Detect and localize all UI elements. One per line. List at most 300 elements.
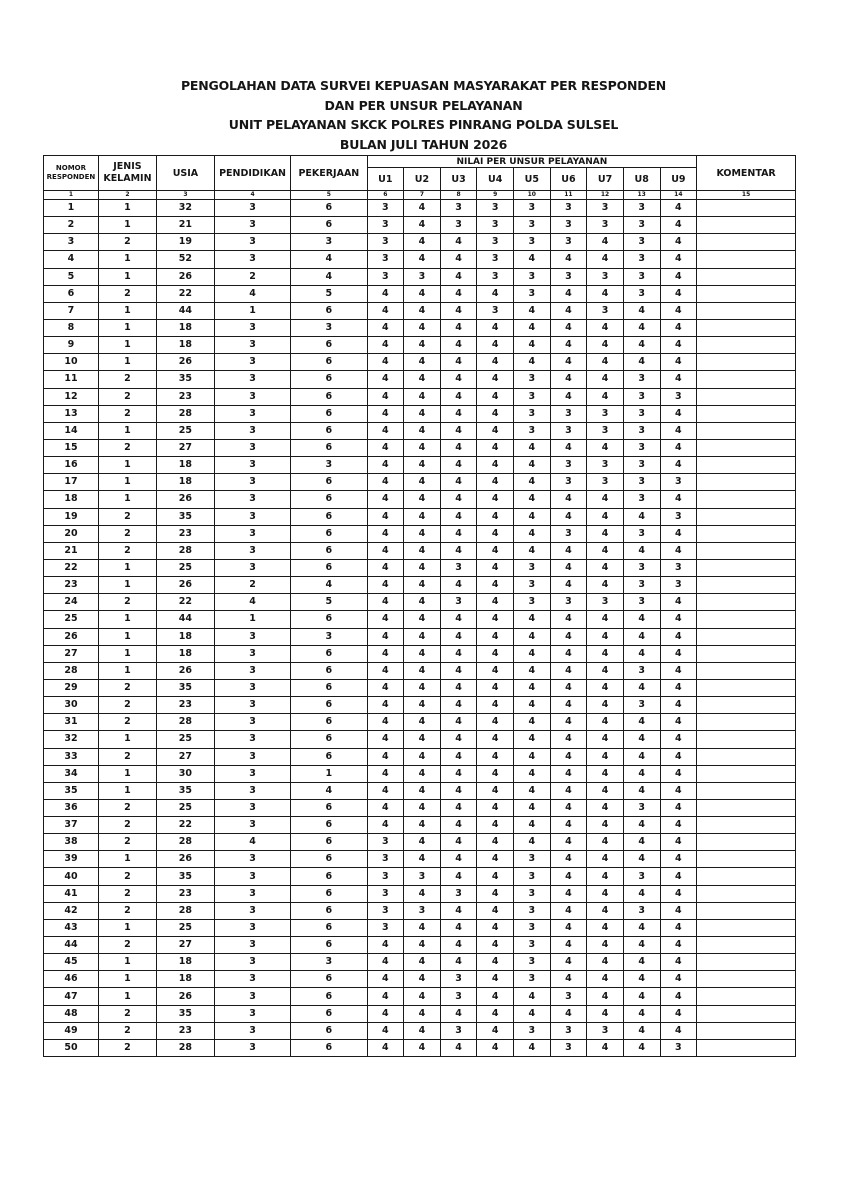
table-cell: 3 (660, 577, 697, 594)
table-cell: 4 (440, 834, 477, 851)
table-cell: 3 (214, 1005, 290, 1022)
table-cell: 4 (550, 319, 587, 336)
header-nilai-per-unsur: NILAI PER UNSUR PELAYANAN (367, 156, 697, 168)
table-cell: 4 (477, 1039, 514, 1056)
table-cell: 4 (550, 577, 587, 594)
table-cell: 4 (660, 422, 697, 439)
table-cell: 4 (367, 799, 404, 816)
table-cell: 4 (404, 457, 441, 474)
table-cell: 4 (404, 799, 441, 816)
table-cell: 4 (477, 851, 514, 868)
table-cell: 4 (440, 765, 477, 782)
table-cell: 4 (660, 405, 697, 422)
table-cell: 3 (514, 217, 551, 234)
table-cell: 4 (587, 954, 624, 971)
table-cell: 6 (291, 919, 367, 936)
column-number-cell: 13 (623, 191, 660, 200)
table-cell: 1 (98, 919, 156, 936)
table-cell: 4 (623, 851, 660, 868)
table-cell: 3 (367, 234, 404, 251)
table-cell: 4 (587, 902, 624, 919)
komentar-cell (697, 234, 796, 251)
table-cell: 3 (440, 988, 477, 1005)
table-cell: 4 (440, 868, 477, 885)
table-cell: 1 (98, 268, 156, 285)
table-cell: 35 (156, 1005, 214, 1022)
table-row (44, 371, 796, 388)
table-row (44, 1039, 796, 1056)
table-cell: 4 (404, 285, 441, 302)
table-cell: 3 (623, 405, 660, 422)
table-cell: 4 (660, 491, 697, 508)
table-cell: 4 (440, 439, 477, 456)
table-cell: 4 (550, 559, 587, 576)
table-cell: 28 (156, 902, 214, 919)
table-cell: 39 (44, 851, 99, 868)
table-cell: 3 (514, 405, 551, 422)
table-cell: 3 (214, 851, 290, 868)
table-cell: 4 (477, 285, 514, 302)
table-cell: 4 (587, 919, 624, 936)
komentar-cell (697, 1022, 796, 1039)
table-cell: 23 (44, 577, 99, 594)
table-cell: 4 (404, 851, 441, 868)
table-cell: 2 (98, 679, 156, 696)
table-cell: 4 (660, 217, 697, 234)
table-cell: 6 (291, 971, 367, 988)
table-cell: 4 (440, 371, 477, 388)
table-cell: 4 (623, 971, 660, 988)
table-cell: 3 (214, 988, 290, 1005)
table-cell: 3 (587, 405, 624, 422)
table-cell: 4 (404, 1022, 441, 1039)
table-cell: 4 (404, 559, 441, 576)
header-unit-u5: U5 (514, 168, 551, 191)
table-cell: 34 (44, 765, 99, 782)
table-cell: 4 (514, 491, 551, 508)
table-row (44, 611, 796, 628)
table-cell: 52 (156, 251, 214, 268)
table-cell: 1 (98, 491, 156, 508)
table-cell: 4 (477, 319, 514, 336)
table-cell: 3 (660, 388, 697, 405)
table-cell: 4 (623, 611, 660, 628)
table-cell: 4 (404, 919, 441, 936)
table-cell: 3 (214, 902, 290, 919)
table-cell: 2 (98, 388, 156, 405)
table-cell: 3 (214, 748, 290, 765)
table-row (44, 679, 796, 696)
table-cell: 4 (550, 731, 587, 748)
table-cell: 4 (214, 285, 290, 302)
table-cell: 3 (623, 457, 660, 474)
table-cell: 6 (291, 422, 367, 439)
komentar-cell (697, 817, 796, 834)
table-cell: 4 (477, 937, 514, 954)
table-cell: 3 (477, 217, 514, 234)
table-cell: 4 (477, 1005, 514, 1022)
table-cell: 4 (550, 645, 587, 662)
column-number-cell: 12 (587, 191, 624, 200)
table-cell: 4 (660, 799, 697, 816)
table-cell: 3 (214, 559, 290, 576)
table-row (44, 851, 796, 868)
table-cell: 3 (214, 697, 290, 714)
table-cell: 4 (660, 662, 697, 679)
table-cell: 4 (404, 817, 441, 834)
table-cell: 3 (623, 594, 660, 611)
table-cell: 4 (514, 645, 551, 662)
table-cell: 6 (291, 200, 367, 217)
table-cell: 4 (477, 765, 514, 782)
table-cell: 4 (404, 628, 441, 645)
table-cell: 4 (440, 679, 477, 696)
table-cell: 2 (98, 285, 156, 302)
table-cell: 4 (404, 1039, 441, 1056)
table-cell: 3 (514, 954, 551, 971)
table-cell: 4 (404, 217, 441, 234)
table-cell: 18 (156, 319, 214, 336)
table-cell: 3 (367, 834, 404, 851)
table-cell: 4 (660, 285, 697, 302)
komentar-cell (697, 439, 796, 456)
table-cell: 4 (623, 988, 660, 1005)
table-cell: 9 (44, 337, 99, 354)
table-cell: 4 (587, 662, 624, 679)
table-row (44, 697, 796, 714)
table-cell: 3 (291, 319, 367, 336)
table-cell: 4 (440, 457, 477, 474)
table-cell: 6 (291, 1022, 367, 1039)
table-cell: 4 (514, 748, 551, 765)
table-cell: 4 (623, 645, 660, 662)
table-row (44, 388, 796, 405)
table-cell: 3 (214, 817, 290, 834)
table-cell: 3 (623, 559, 660, 576)
table-cell: 4 (440, 697, 477, 714)
table-cell: 3 (514, 559, 551, 576)
table-cell: 3 (514, 234, 551, 251)
table-cell: 4 (587, 337, 624, 354)
table-cell: 6 (291, 302, 367, 319)
table-cell: 4 (587, 799, 624, 816)
table-cell: 18 (156, 645, 214, 662)
table-cell: 2 (98, 405, 156, 422)
table-cell: 4 (550, 354, 587, 371)
komentar-cell (697, 628, 796, 645)
table-cell: 4 (660, 319, 697, 336)
table-cell: 4 (404, 937, 441, 954)
table-cell: 4 (477, 868, 514, 885)
table-cell: 3 (367, 251, 404, 268)
table-cell: 28 (156, 405, 214, 422)
table-cell: 4 (660, 628, 697, 645)
table-cell: 4 (404, 1005, 441, 1022)
table-cell: 3 (477, 251, 514, 268)
table-cell: 27 (156, 937, 214, 954)
table-cell: 6 (291, 371, 367, 388)
table-cell: 4 (367, 662, 404, 679)
table-cell: 3 (214, 542, 290, 559)
table-cell: 4 (440, 285, 477, 302)
table-cell: 35 (156, 371, 214, 388)
table-cell: 16 (44, 457, 99, 474)
table-cell: 4 (550, 1005, 587, 1022)
table-cell: 47 (44, 988, 99, 1005)
column-number-cell: 14 (660, 191, 697, 200)
table-row (44, 508, 796, 525)
table-cell: 26 (156, 268, 214, 285)
table-cell: 3 (214, 782, 290, 799)
table-cell: 3 (623, 268, 660, 285)
table-cell: 4 (367, 559, 404, 576)
table-cell: 4 (550, 662, 587, 679)
table-cell: 40 (44, 868, 99, 885)
table-cell: 4 (477, 954, 514, 971)
table-cell: 4 (404, 679, 441, 696)
table-cell: 32 (44, 731, 99, 748)
table-cell: 4 (660, 988, 697, 1005)
table-cell: 21 (44, 542, 99, 559)
table-cell: 4 (440, 748, 477, 765)
table-cell: 4 (477, 577, 514, 594)
table-cell: 4 (367, 954, 404, 971)
table-cell: 4 (440, 1039, 477, 1056)
table-cell: 6 (291, 1005, 367, 1022)
table-cell: 2 (98, 937, 156, 954)
table-cell: 3 (440, 594, 477, 611)
table-cell: 1 (98, 200, 156, 217)
header-unit-u9: U9 (660, 168, 697, 191)
table-cell: 23 (156, 1022, 214, 1039)
table-cell: 4 (550, 868, 587, 885)
komentar-cell (697, 594, 796, 611)
table-cell: 4 (514, 439, 551, 456)
table-cell: 4 (514, 1039, 551, 1056)
table-cell: 20 (44, 525, 99, 542)
table-cell: 2 (214, 268, 290, 285)
komentar-cell (697, 954, 796, 971)
table-cell: 6 (291, 937, 367, 954)
table-cell: 28 (156, 542, 214, 559)
table-cell: 4 (660, 834, 697, 851)
table-cell: 4 (587, 251, 624, 268)
table-cell: 4 (623, 337, 660, 354)
table-cell: 4 (404, 251, 441, 268)
table-cell: 3 (367, 200, 404, 217)
table-cell: 4 (587, 782, 624, 799)
table-cell: 30 (44, 697, 99, 714)
komentar-cell (697, 371, 796, 388)
table-cell: 4 (477, 559, 514, 576)
table-cell: 14 (44, 422, 99, 439)
table-row (44, 594, 796, 611)
table-cell: 4 (660, 439, 697, 456)
table-cell: 3 (214, 388, 290, 405)
table-cell: 3 (587, 302, 624, 319)
table-row (44, 525, 796, 542)
table-cell: 6 (291, 525, 367, 542)
header-pendidikan: PENDIDIKAN (214, 156, 290, 191)
table-cell: 4 (587, 559, 624, 576)
table-cell: 4 (367, 817, 404, 834)
komentar-cell (697, 748, 796, 765)
table-cell: 3 (514, 919, 551, 936)
table-cell: 3 (550, 457, 587, 474)
table-cell: 3 (623, 234, 660, 251)
table-cell: 4 (440, 851, 477, 868)
table-cell: 3 (550, 1039, 587, 1056)
table-cell: 4 (291, 268, 367, 285)
table-cell: 3 (214, 200, 290, 217)
table-cell: 28 (156, 834, 214, 851)
table-cell: 3 (477, 200, 514, 217)
table-row (44, 251, 796, 268)
table-row (44, 628, 796, 645)
table-cell: 4 (477, 525, 514, 542)
table-cell: 4 (660, 714, 697, 731)
column-number-cell: 5 (291, 191, 367, 200)
table-cell: 4 (440, 902, 477, 919)
table-row (44, 337, 796, 354)
table-row (44, 405, 796, 422)
table-cell: 4 (477, 354, 514, 371)
table-cell: 4 (477, 834, 514, 851)
komentar-cell (697, 937, 796, 954)
table-cell: 4 (477, 611, 514, 628)
table-row (44, 268, 796, 285)
table-cell: 3 (587, 1022, 624, 1039)
table-cell: 21 (156, 217, 214, 234)
table-cell: 4 (367, 302, 404, 319)
table-cell: 3 (367, 868, 404, 885)
table-cell: 3 (660, 508, 697, 525)
table-cell: 4 (440, 611, 477, 628)
table-cell: 4 (660, 971, 697, 988)
table-cell: 28 (44, 662, 99, 679)
table-cell: 4 (367, 371, 404, 388)
table-cell: 4 (550, 285, 587, 302)
table-cell: 2 (98, 234, 156, 251)
table-cell: 4 (587, 319, 624, 336)
table-cell: 1 (98, 217, 156, 234)
table-cell: 30 (156, 765, 214, 782)
table-cell: 4 (367, 577, 404, 594)
table-cell: 3 (550, 525, 587, 542)
table-cell: 4 (623, 885, 660, 902)
table-cell: 3 (514, 851, 551, 868)
table-cell: 2 (98, 439, 156, 456)
table-cell: 4 (477, 508, 514, 525)
table-cell: 4 (291, 782, 367, 799)
table-cell: 4 (477, 988, 514, 1005)
table-cell: 3 (214, 1039, 290, 1056)
table-cell: 2 (98, 697, 156, 714)
table-cell: 26 (156, 354, 214, 371)
table-cell: 4 (440, 577, 477, 594)
table-cell: 3 (514, 902, 551, 919)
table-cell: 3 (623, 491, 660, 508)
table-cell: 27 (44, 645, 99, 662)
table-cell: 4 (404, 491, 441, 508)
table-cell: 12 (44, 388, 99, 405)
table-cell: 6 (291, 851, 367, 868)
table-cell: 2 (98, 594, 156, 611)
table-cell: 4 (623, 679, 660, 696)
table-cell: 4 (404, 337, 441, 354)
table-cell: 4 (550, 885, 587, 902)
table-cell: 35 (156, 508, 214, 525)
table-cell: 7 (44, 302, 99, 319)
table-cell: 1 (98, 988, 156, 1005)
table-cell: 3 (587, 268, 624, 285)
table-cell: 4 (623, 731, 660, 748)
table-cell: 3 (214, 971, 290, 988)
table-cell: 4 (514, 542, 551, 559)
table-cell: 4 (367, 628, 404, 645)
table-cell: 4 (660, 748, 697, 765)
table-cell: 22 (156, 594, 214, 611)
table-cell: 1 (98, 628, 156, 645)
table-cell: 4 (477, 439, 514, 456)
table-cell: 4 (440, 1005, 477, 1022)
komentar-cell (697, 285, 796, 302)
table-cell: 4 (514, 457, 551, 474)
table-cell: 4 (440, 234, 477, 251)
table-cell: 2 (98, 748, 156, 765)
table-cell: 27 (156, 748, 214, 765)
table-cell: 26 (156, 851, 214, 868)
table-cell: 4 (550, 902, 587, 919)
table-cell: 4 (404, 954, 441, 971)
table-cell: 26 (156, 662, 214, 679)
table-cell: 3 (514, 594, 551, 611)
table-cell: 4 (550, 628, 587, 645)
table-cell: 4 (440, 662, 477, 679)
table-cell: 4 (550, 439, 587, 456)
table-cell: 3 (477, 234, 514, 251)
table-cell: 4 (660, 611, 697, 628)
table-cell: 23 (156, 697, 214, 714)
table-cell: 17 (44, 474, 99, 491)
table-cell: 1 (98, 954, 156, 971)
table-cell: 4 (550, 542, 587, 559)
komentar-cell (697, 885, 796, 902)
table-cell: 4 (214, 834, 290, 851)
column-number-cell: 3 (156, 191, 214, 200)
table-cell: 3 (514, 285, 551, 302)
table-cell: 4 (404, 748, 441, 765)
table-cell: 3 (550, 268, 587, 285)
table-cell: 4 (587, 988, 624, 1005)
table-cell: 18 (44, 491, 99, 508)
komentar-cell (697, 834, 796, 851)
table-cell: 4 (550, 388, 587, 405)
table-cell: 43 (44, 919, 99, 936)
table-cell: 48 (44, 1005, 99, 1022)
table-cell: 4 (660, 851, 697, 868)
table-row (44, 748, 796, 765)
table-cell: 4 (477, 799, 514, 816)
table-cell: 3 (214, 679, 290, 696)
table-cell: 3 (660, 1039, 697, 1056)
table-cell: 4 (44, 251, 99, 268)
table-cell: 4 (514, 817, 551, 834)
table-cell: 6 (291, 405, 367, 422)
table-cell: 3 (550, 1022, 587, 1039)
table-cell: 4 (440, 799, 477, 816)
table-cell: 6 (291, 731, 367, 748)
